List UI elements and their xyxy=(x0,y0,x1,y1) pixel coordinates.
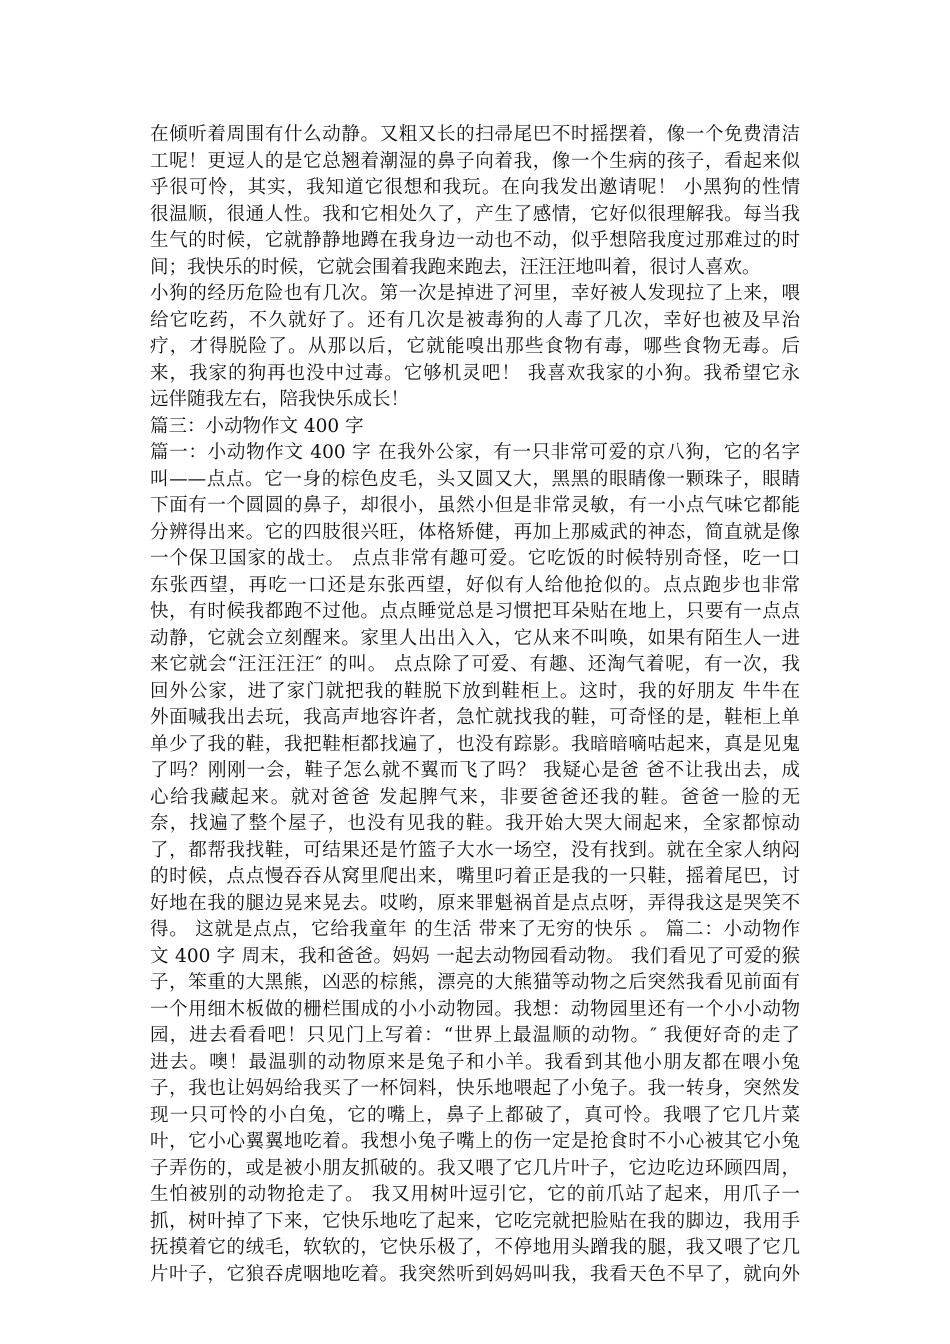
text-line: 子弄伤的，或是被小朋友抓破的。我又喂了它几片叶子，它边吃边环顾四周， xyxy=(150,1157,800,1179)
text-line: 在倾听着周围有什么动静。又粗又长的扫帚尾巴不时摇摆着，像一个免费清洁 xyxy=(150,124,800,145)
text-line: 动静，它就会立刻醒来。家里人出出入入，它从来不叫唤，如果有陌生人一进 xyxy=(150,627,800,649)
text-line: 间；我快乐的时候，它就会围着我跑来跑去，汪汪汪地叫着，很讨人喜欢。 xyxy=(150,256,761,278)
text-line: 来，我家的狗再也没中过毒。它够机灵吧！ 我喜欢我家的小狗。我希望它永 xyxy=(150,362,800,384)
text-line: 叶，它小心翼翼地吃着。我想小兔子嘴上的伤一定是抢食时不小心被其它小兔 xyxy=(150,1131,800,1152)
section-heading: 篇三：小动物作文 400 字 xyxy=(150,415,364,437)
text-line: 了吗？刚刚一会，鞋子怎么就不翼而飞了吗？ 我疑心是爸 爸不让我出去，成 xyxy=(150,760,800,781)
text-line: 心给我藏起来。就对爸爸 发起脾气来，非要爸爸还我的鞋。爸爸一脸的无 xyxy=(150,786,800,808)
text-line: 快，有时候我都跑不过他。点点睡觉总是习惯把耳朵贴在地上，只要有一点点 xyxy=(150,601,800,622)
text-line: 小狗的经历危险也有几次。第一次是掉进了河里，幸好被人发现拉了上来，喂 xyxy=(150,283,800,304)
text-line: 园，进去看看吧！只见门上写着：“世界上最温顺的动物。″ 我便好奇的走了 xyxy=(150,1025,800,1046)
text-line: 给它吃药，不久就好了。还有几次是被毒狗的人毒了几次，幸好也被及早治 xyxy=(150,309,800,331)
text-line: 抚摸着它的绒毛，软软的，它快乐极了，不停地用头蹭我的腿，我又喂了它几 xyxy=(150,1237,800,1258)
text-line: 篇一：小动物作文 400 字 在我外公家，有一只非常可爱的京八狗，它的名字 xyxy=(150,442,800,463)
text-line: 了，都帮我找鞋，可结果还是竹篮子大水一场空，没有找到。就在全家人纳闷 xyxy=(150,839,800,861)
text-line: 文 400 字 周末，我和爸爸。妈妈 一起去动物园看动物。 我们看见了可爱的猴 xyxy=(150,945,800,967)
text-line: 奈，找遍了整个屋子，也没有见我的鞋。我开始大哭大闹起来，全家都惊动 xyxy=(150,813,800,834)
text-line: 一个保卫国家的战士。 点点非常有趣可爱。它吃饭的时候特别奇怪，吃一口 xyxy=(150,548,800,569)
text-line: 工呢！更逗人的是它总翘着潮湿的鼻子向着我，像一个生病的孩子，看起来似 xyxy=(150,150,800,172)
text-line: 外面喊我出去玩，我高声地容许者，急忙就找我的鞋，可奇怪的是，鞋柜上单 xyxy=(150,707,800,728)
text-line: 分辨得出来。它的四肢很兴旺，体格矫健，再加上那威武的神态，简直就是像 xyxy=(150,521,800,543)
text-line: 抓，树叶掉了下来，它快乐地吃了起来，它吃完就把脸贴在我的脚边，我用手 xyxy=(150,1210,800,1232)
text-line: 现一只可怜的小白兔，它的嘴上，鼻子上都破了，真可怜。我喂了它几片菜 xyxy=(150,1104,800,1126)
text-line: 来它就会“汪汪汪汪″ 的叫。 点点除了可爱、有趣、还淘气着呢，有一次，我 xyxy=(150,654,800,675)
text-line: 片叶子，它狼吞虎咽地吃着。我突然听到妈妈叫我，我看天色不早了，就向外 xyxy=(150,1263,800,1285)
essay-text-body xyxy=(150,122,800,1288)
text-line: 进去。噢！最温驯的动物原来是兔子和小羊。我看到其他小朋友都在喂小兔 xyxy=(150,1051,800,1073)
text-line: 单少了我的鞋，我把鞋柜都找遍了，也没有踪影。我暗暗嘀咕起来，真是见鬼 xyxy=(150,733,800,755)
text-line: 生怕被别的动物抢走了。 我又用树叶逗引它，它的前爪站了起来，用爪子一 xyxy=(150,1184,800,1205)
text-line: 好地在我的腿边晃来晃去。哎哟，原来罪魁祸首是点点呀，弄得我这是哭笑不 xyxy=(150,892,800,914)
text-line: 子，我也让妈妈给我买了一杯饲料，快乐地喂起了小兔子。我一转身，突然发 xyxy=(150,1078,800,1099)
text-line: 乎很可怜，其实，我知道它很想和我玩。在向我发出邀请呢！ 小黑狗的性情 xyxy=(150,177,800,198)
text-line: 下面有一个圆圆的鼻子，却很小，虽然小但是非常灵敏，有一小点气味它都能 xyxy=(150,495,800,516)
text-line: 疗，才得脱险了。从那以后，它就能嗅出那些食物有毒，哪些食物无毒。后 xyxy=(150,336,800,357)
text-line: 很温顺，很通人性。我和它相处久了，产生了感情，它好似很理解我。每当我 xyxy=(150,203,800,225)
text-line: 回外公家，进了家门就把我的鞋脱下放到鞋柜上。这时，我的好朋友 牛牛在 xyxy=(150,680,800,702)
text-line: 得。 这就是点点，它给我童年 的生活 带来了无穷的快乐 。 篇二：小动物作 xyxy=(150,919,800,940)
text-line: 一个用细木板做的栅栏围成的小小动物园。我想：动物园里还有一个小小动物 xyxy=(150,998,800,1020)
text-line: 东张西望，再吃一口还是东张西望，好似有人给他抢似的。点点跑步也非常 xyxy=(150,574,800,596)
text-line: 的时候，点点慢吞吞从窝里爬出来，嘴里叼着正是我的一只鞋，摇着尾巴，讨 xyxy=(150,866,800,887)
text-line: 叫——点点。它一身的棕色皮毛，头又圆又大，黑黑的眼睛像一颗珠子，眼睛 xyxy=(150,468,800,490)
text-line: 生气的时候，它就静静地蹲在我身边一动也不动，似乎想陪我度过那难过的时 xyxy=(150,230,800,251)
text-line: 子，笨重的大黑熊，凶恶的棕熊，漂亮的大熊猫等动物之后突然我看见前面有 xyxy=(150,972,800,993)
text-line: 远伴随我左右，陪我快乐成长！ xyxy=(150,389,410,410)
